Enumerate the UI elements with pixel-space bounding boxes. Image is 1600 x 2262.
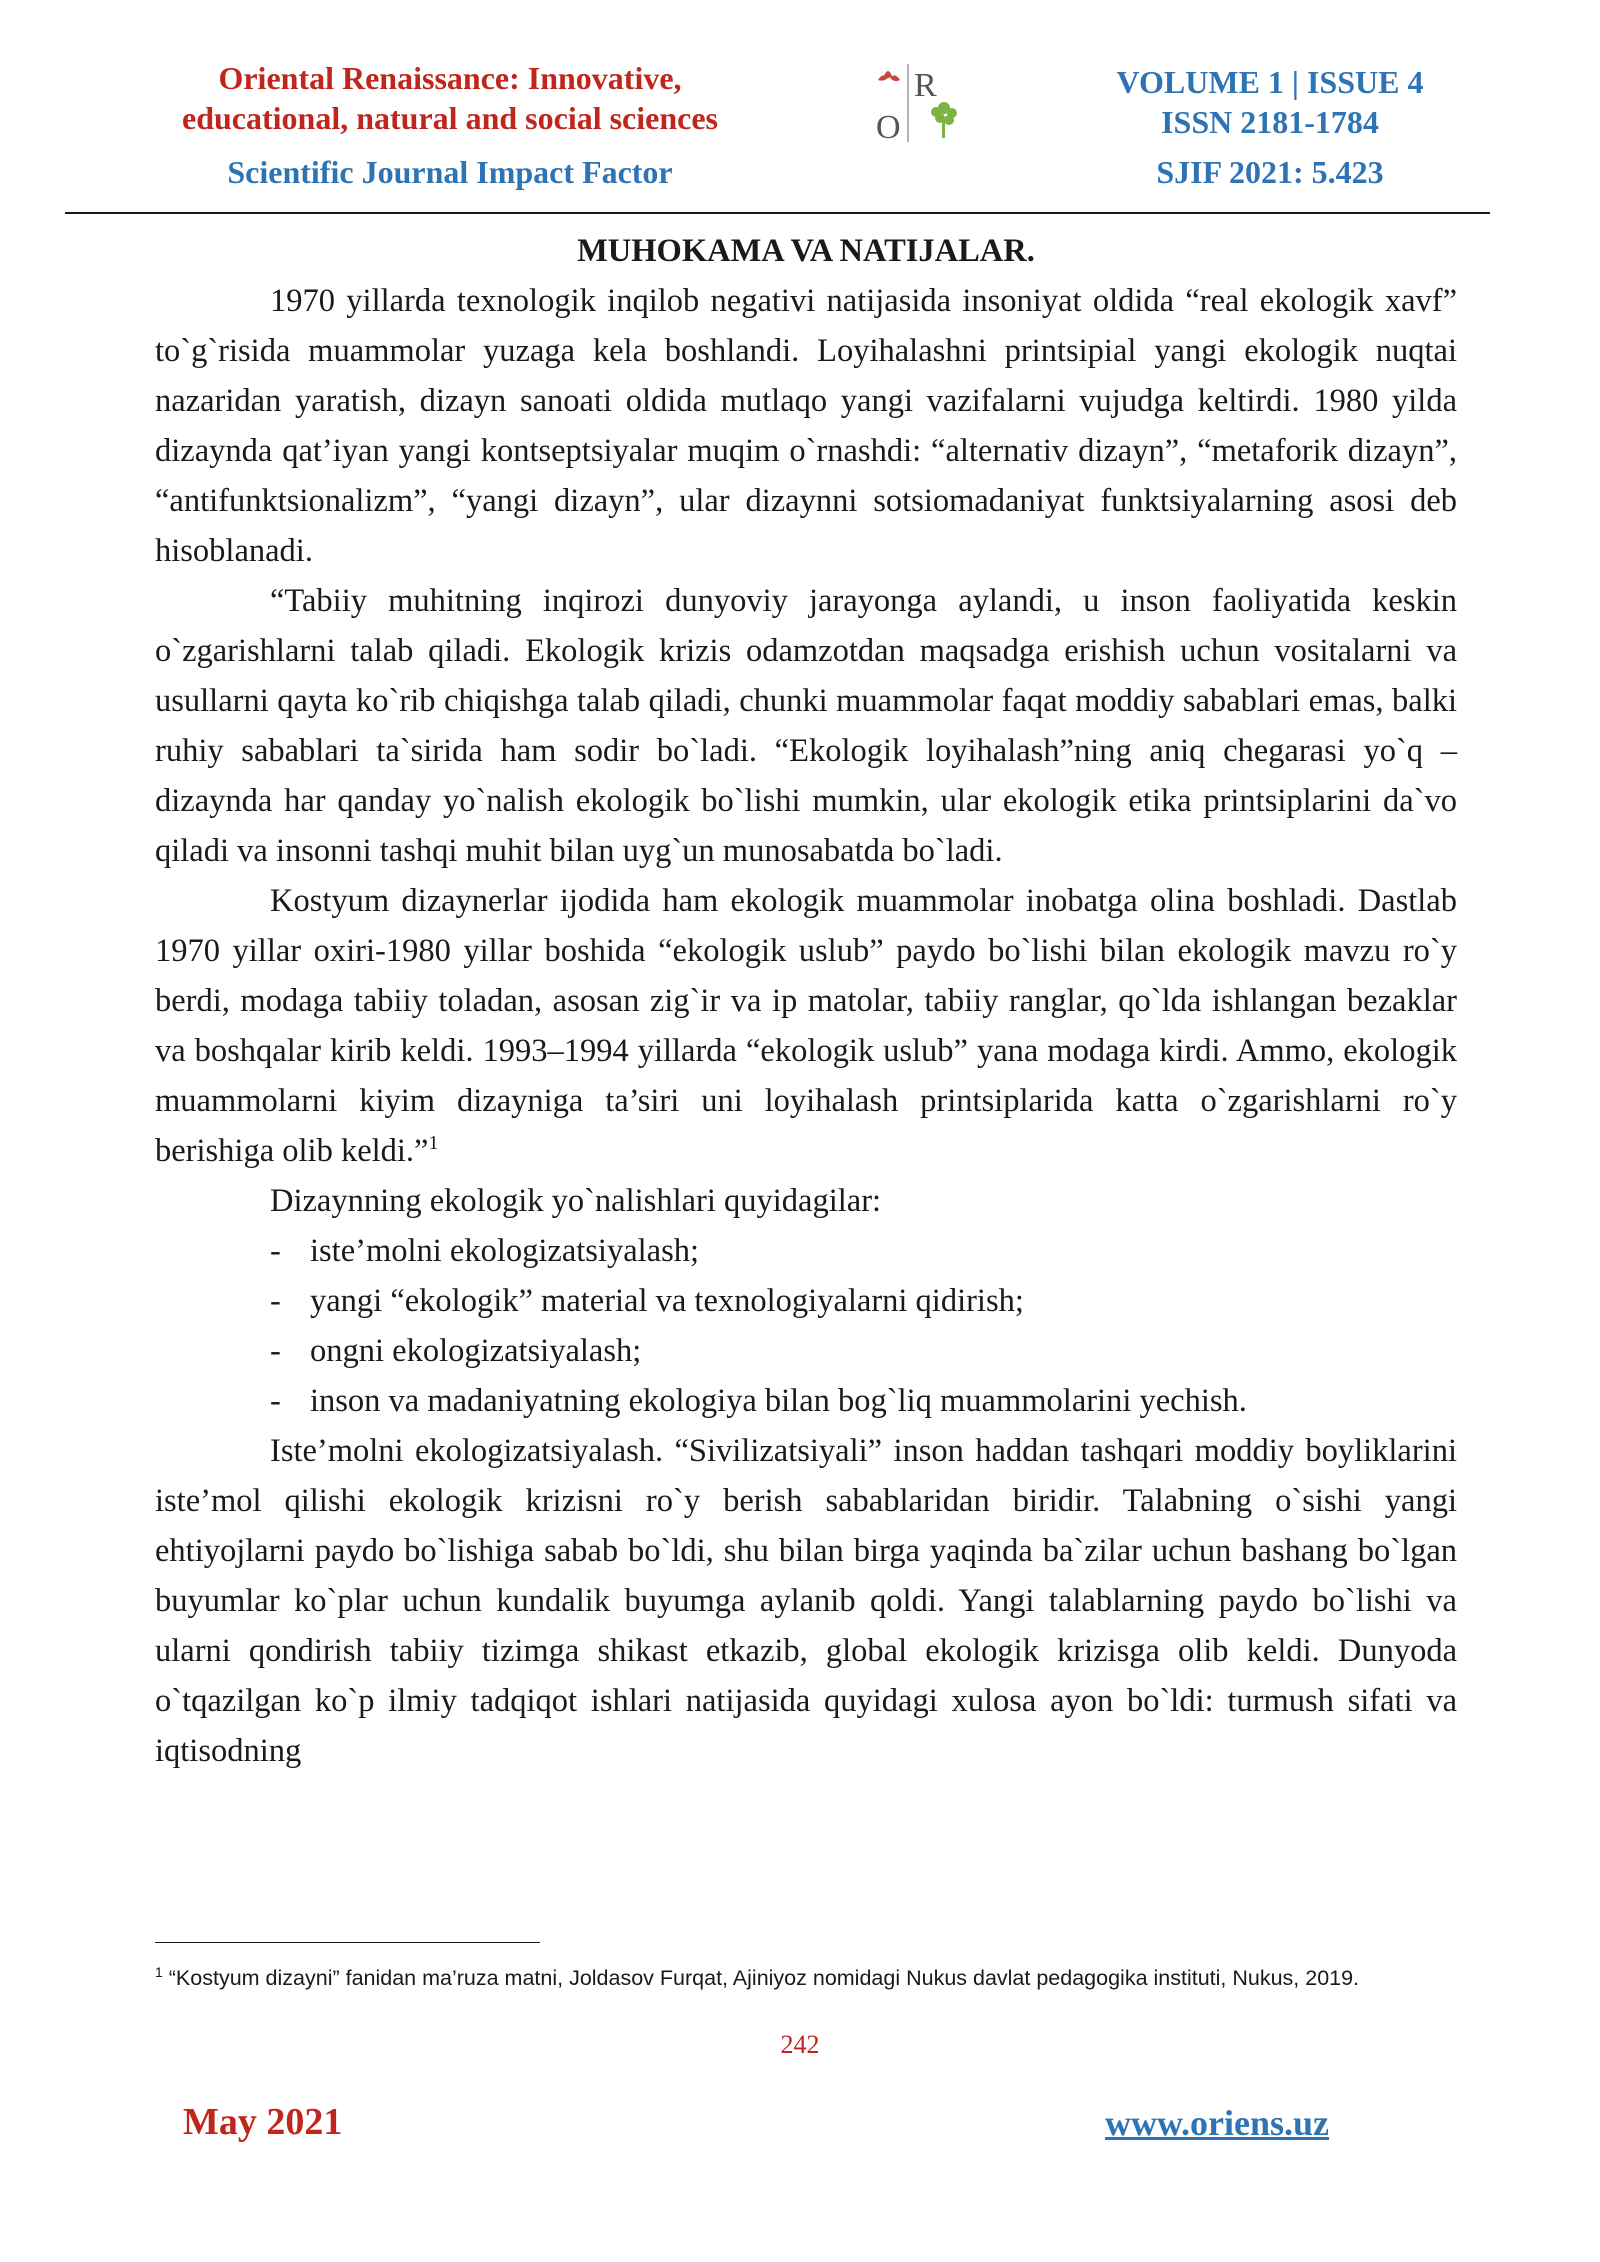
footnote-mark: 1: [155, 1964, 163, 1980]
paragraph: Iste’molni ekologizatsiyalash. “Sivilizatsiyali” inson haddan tashqari moddiy boyliklarini iste’mol qilishi ekologik krizisni ro`y berish sabablaridan biridir. Talabning o`sishi yangi ehtiyojlarni paydo bo`lishiga sabab bo`ldi, shu bilan birga yaqinda ba`zilar uchun bashang bo`lgan buyumlar ko`plar uchun kundalik buyumga aylanib qoldi. Yangi talablarning paydo bo`lishi va ularni qondirish tabiiy tizimga shikast etkazib, global ekologik krizisga olib keldi. Dunyoda o`tqazilgan ko`p ilmiy tadqiqot ishlari natijasida quyidagi xulosa ayon bo`ldi: turmush sifati va iqtisodning: [155, 1433, 1457, 1769]
paragraph: “Tabiiy muhitning inqirozi dunyoviy jarayonga aylandi, u inson faoliyatida keskin o`zgarishlarni talab qiladi. Ekologik krizis odamzotdan maqsadga erishish uchun vositalarni va usullarni qayta ko`rib chiqishga talab qiladi, chunki muammolar faqat moddiy sabablari emas, balki ruhiy sabablari ta`sirida ham sodir bo`ladi. “Ekologik loyihalash”ning aniq chegarasi yo`q – dizaynda har qanday yo`nalish ekologik bo`lishi mumkin, ular ekologik etika printsiplarini da`vo qiladi va insonni tashqi muhit bilan uyg`un munosabatda bo`ladi.: [155, 583, 1457, 869]
list-marker: -: [270, 1333, 281, 1369]
volume-issue: VOLUME 1 | ISSUE 4: [1116, 64, 1424, 100]
footnote-reference[interactable]: 1: [428, 1132, 439, 1155]
footnote: [155, 1955, 1457, 1995]
journal-title-line1: Oriental Renaissance: Innovative,: [218, 60, 682, 96]
list-intro: Dizaynning ekologik yo`nalishlari quyidagilar:: [270, 1183, 882, 1219]
list-marker: -: [270, 1283, 281, 1319]
paragraph: [155, 876, 1457, 1176]
list-item: - iste’molni ekologizatsiyalash;: [270, 1226, 1457, 1276]
paragraph: 1970 yillarda texnologik inqilob negativi natijasida insoniyat oldida “real ekologik xavf” to`g`risida muammolar yuzaga kela boshlandi. Loyihalashni printsipial yangi ekologik nuqtai nazaridan yaratish, dizayn sanoati oldida mutlaqo yangi vazifalarni vujudga keltirdi. 1980 yilda dizaynda qat’iyan yangi kontseptsiyalar muqim o`rnashdi: “alternativ dizayn”, “metaforik dizayn”, “antifunktsionalizm”, “yangi dizayn”, ular dizaynni sotsiomadaniyat funktsiyalarning asosi deb hisoblanadi.: [155, 283, 1457, 569]
journal-title: [150, 58, 750, 138]
journal-title-line2: educational, natural and social sciences: [181, 100, 718, 136]
journal-website-link[interactable]: www.oriens.uz: [1105, 2103, 1329, 2143]
oro-logo-icon: [868, 60, 968, 150]
article-body: [155, 226, 1457, 1776]
journal-logo: [868, 60, 968, 150]
list-marker: -: [270, 1233, 281, 1269]
logo-letter-r: R: [914, 67, 937, 104]
volume-block: [1060, 62, 1480, 142]
issn: ISSN 2181-1784: [1161, 104, 1379, 140]
header-divider: [65, 212, 1490, 214]
paragraph-text: Kostyum dizaynerlar ijodida ham ekologik muammolar inobatga olina boshladi. Dastlab 1970 yillar oxiri-1980 yillar boshida “ekologik uslub” paydo bo`lishi bilan ekologik mavzu ro`y berdi, modaga tabiiy toladan, asosan zig`ir va ip matolar, tabiiy ranglar, qo`lda ishlangan bezaklar va boshqalar kirib keldi. 1993–1994 yillarda “ekologik uslub” yana modaga kirdi. Ammo, ekologik muammolarni kiyim dizayniga ta’siri uni loyihalash printsiplarida katta o`zgarishlarni ro`y berishiga olib keldi.”: [155, 883, 1457, 1169]
impact-factor-label: Scientific Journal Impact Factor: [227, 154, 673, 190]
issue-date: May 2021: [183, 2101, 343, 2143]
sjif-factor: SJIF 2021: 5.423: [1156, 154, 1384, 190]
list-item: - ongni ekologizatsiyalash;: [270, 1326, 1457, 1376]
list-marker: -: [270, 1383, 281, 1419]
direction-list: [155, 1226, 1457, 1426]
page-number: 242: [780, 2030, 820, 2059]
list-item: - yangi “ekologik” material va texnologiyalarni qidirish;: [270, 1276, 1457, 1326]
footnote-divider: [155, 1942, 540, 1943]
logo-letter-o: O: [876, 109, 901, 146]
list-item: - inson va madaniyatning ekologiya bilan bog`liq muammolarini yechish.: [270, 1376, 1457, 1426]
section-title: MUHOKAMA VA NATIJALAR.: [577, 233, 1035, 269]
footnote-text: “Kostyum dizayni” fanidan ma’ruza matni, Joldasov Furqat, Ajiniyoz nomidagi Nukus davlat pedagogika instituti, Nukus, 2019.: [162, 1966, 1360, 1991]
